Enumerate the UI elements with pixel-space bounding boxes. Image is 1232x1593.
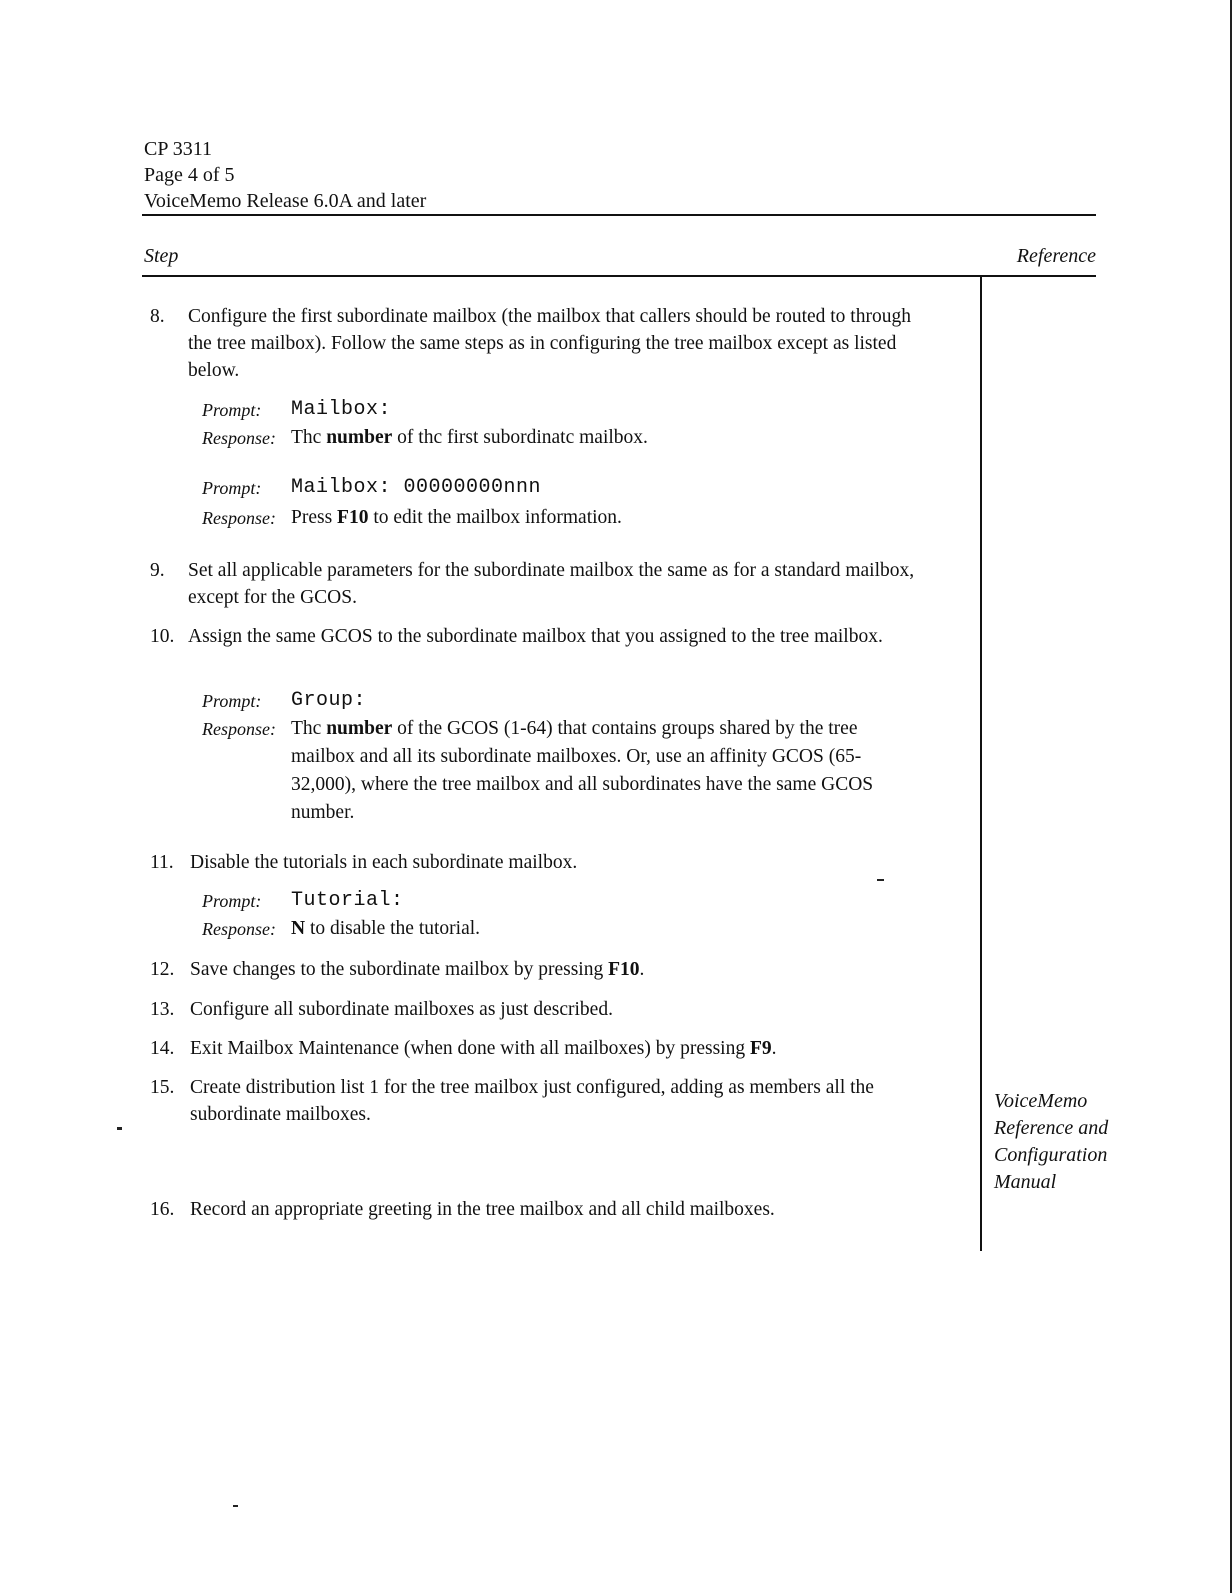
- reference-column-heading: Reference: [1016, 245, 1096, 267]
- key-name: F10: [608, 959, 640, 980]
- column-divider: [980, 276, 982, 1251]
- prompt-label: Prompt:: [202, 400, 262, 420]
- prompt-value: Mailbox:: [291, 398, 392, 421]
- step-number: 8.: [150, 306, 165, 327]
- release-info: VoiceMemo Release 6.0A and later: [144, 190, 427, 212]
- response-bold: F10: [337, 507, 369, 528]
- step-column-heading: Step: [144, 245, 179, 267]
- reference-note: VoiceMemo Reference and Configuration Manual: [994, 1090, 1109, 1193]
- step-text: Exit Mailbox Maintenance (when done with all mailboxes) by pressing F9.: [190, 1038, 777, 1059]
- response-bold: N: [291, 918, 306, 939]
- step-11: [150, 849, 940, 876]
- step-13: [150, 996, 940, 1023]
- response-label: Response:: [202, 428, 276, 448]
- step-text: Record an appropriate greeting in the tree mailbox and all child mailboxes.: [190, 1199, 775, 1220]
- response-value: Press F10 to edit the mailbox information.: [291, 507, 622, 528]
- step-text: Disable the tutorials in each subordinate mailbox.: [190, 852, 578, 873]
- step-16: [150, 1196, 940, 1223]
- header-rule: [142, 214, 1096, 216]
- response-bold: number: [326, 718, 393, 739]
- scan-speck: [117, 1127, 122, 1130]
- step-text: Configure the first subordinate mailbox (the mailbox that callers should be routed to through the tree mailbox). Follow the same steps as in configuring the tree mailbox except as listed below.: [188, 306, 911, 381]
- response-value: N to disable the tutorial.: [291, 918, 481, 939]
- scan-speck: [877, 879, 884, 881]
- prompt-value: Group:: [291, 689, 367, 712]
- step-12: [150, 956, 940, 983]
- step-number: 12.: [150, 959, 175, 980]
- step-15: [150, 1074, 940, 1128]
- step-number: 9.: [150, 560, 165, 581]
- step-text: Configure all subordinate mailboxes as just described.: [190, 999, 613, 1020]
- response-label: Response:: [202, 508, 276, 528]
- response-value: Thc number of the GCOS (1-64) that contains groups shared by the tree mailbox and all its subordinate mailboxes. Or, use an affinity GCOS (65-32,000), where the tree mailbox and all subordinates have the same GCOS number.: [291, 718, 874, 823]
- step-number: 11.: [150, 852, 174, 873]
- prompt-value: Tutorial:: [291, 889, 404, 912]
- step-9: [150, 557, 930, 611]
- step-number: 13.: [150, 999, 175, 1020]
- page-number: Page 4 of 5: [144, 164, 235, 186]
- step-text: Create distribution list 1 for the tree mailbox just configured, adding as members all the subordinate mailboxes.: [190, 1077, 874, 1125]
- step-text: Save changes to the subordinate mailbox by pressing F10.: [190, 959, 645, 980]
- scan-speck: [233, 1505, 238, 1507]
- prompt-value: Mailbox: 00000000nnn: [291, 476, 542, 499]
- step-text: Set all applicable parameters for the subordinate mailbox the same as for a standard mailbox, except for the GCOS.: [188, 560, 915, 608]
- response-label: Response:: [202, 719, 276, 739]
- step-10: [150, 623, 910, 650]
- prompt-label: Prompt:: [202, 891, 262, 911]
- step-text: Assign the same GCOS to the subordinate mailbox that you assigned to the tree mailbox.: [188, 626, 883, 647]
- response-value: Thc number of thc first subordinatc mailbox.: [291, 427, 648, 448]
- step-number: 14.: [150, 1038, 175, 1059]
- step-14: [150, 1035, 940, 1062]
- response-label: Response:: [202, 919, 276, 939]
- column-heading-rule: [142, 275, 1096, 277]
- step-number: 15.: [150, 1077, 175, 1098]
- step-8: [150, 303, 920, 384]
- step-number: 10.: [150, 626, 175, 647]
- prompt-label: Prompt:: [202, 478, 262, 498]
- page-header: [144, 136, 426, 214]
- prompt-label: Prompt:: [202, 691, 262, 711]
- response-bold: number: [326, 427, 393, 448]
- step-number: 16.: [150, 1199, 175, 1220]
- key-name: F9: [749, 1038, 772, 1059]
- document-id: CP 3311: [144, 138, 212, 160]
- step-10-response: [202, 715, 932, 830]
